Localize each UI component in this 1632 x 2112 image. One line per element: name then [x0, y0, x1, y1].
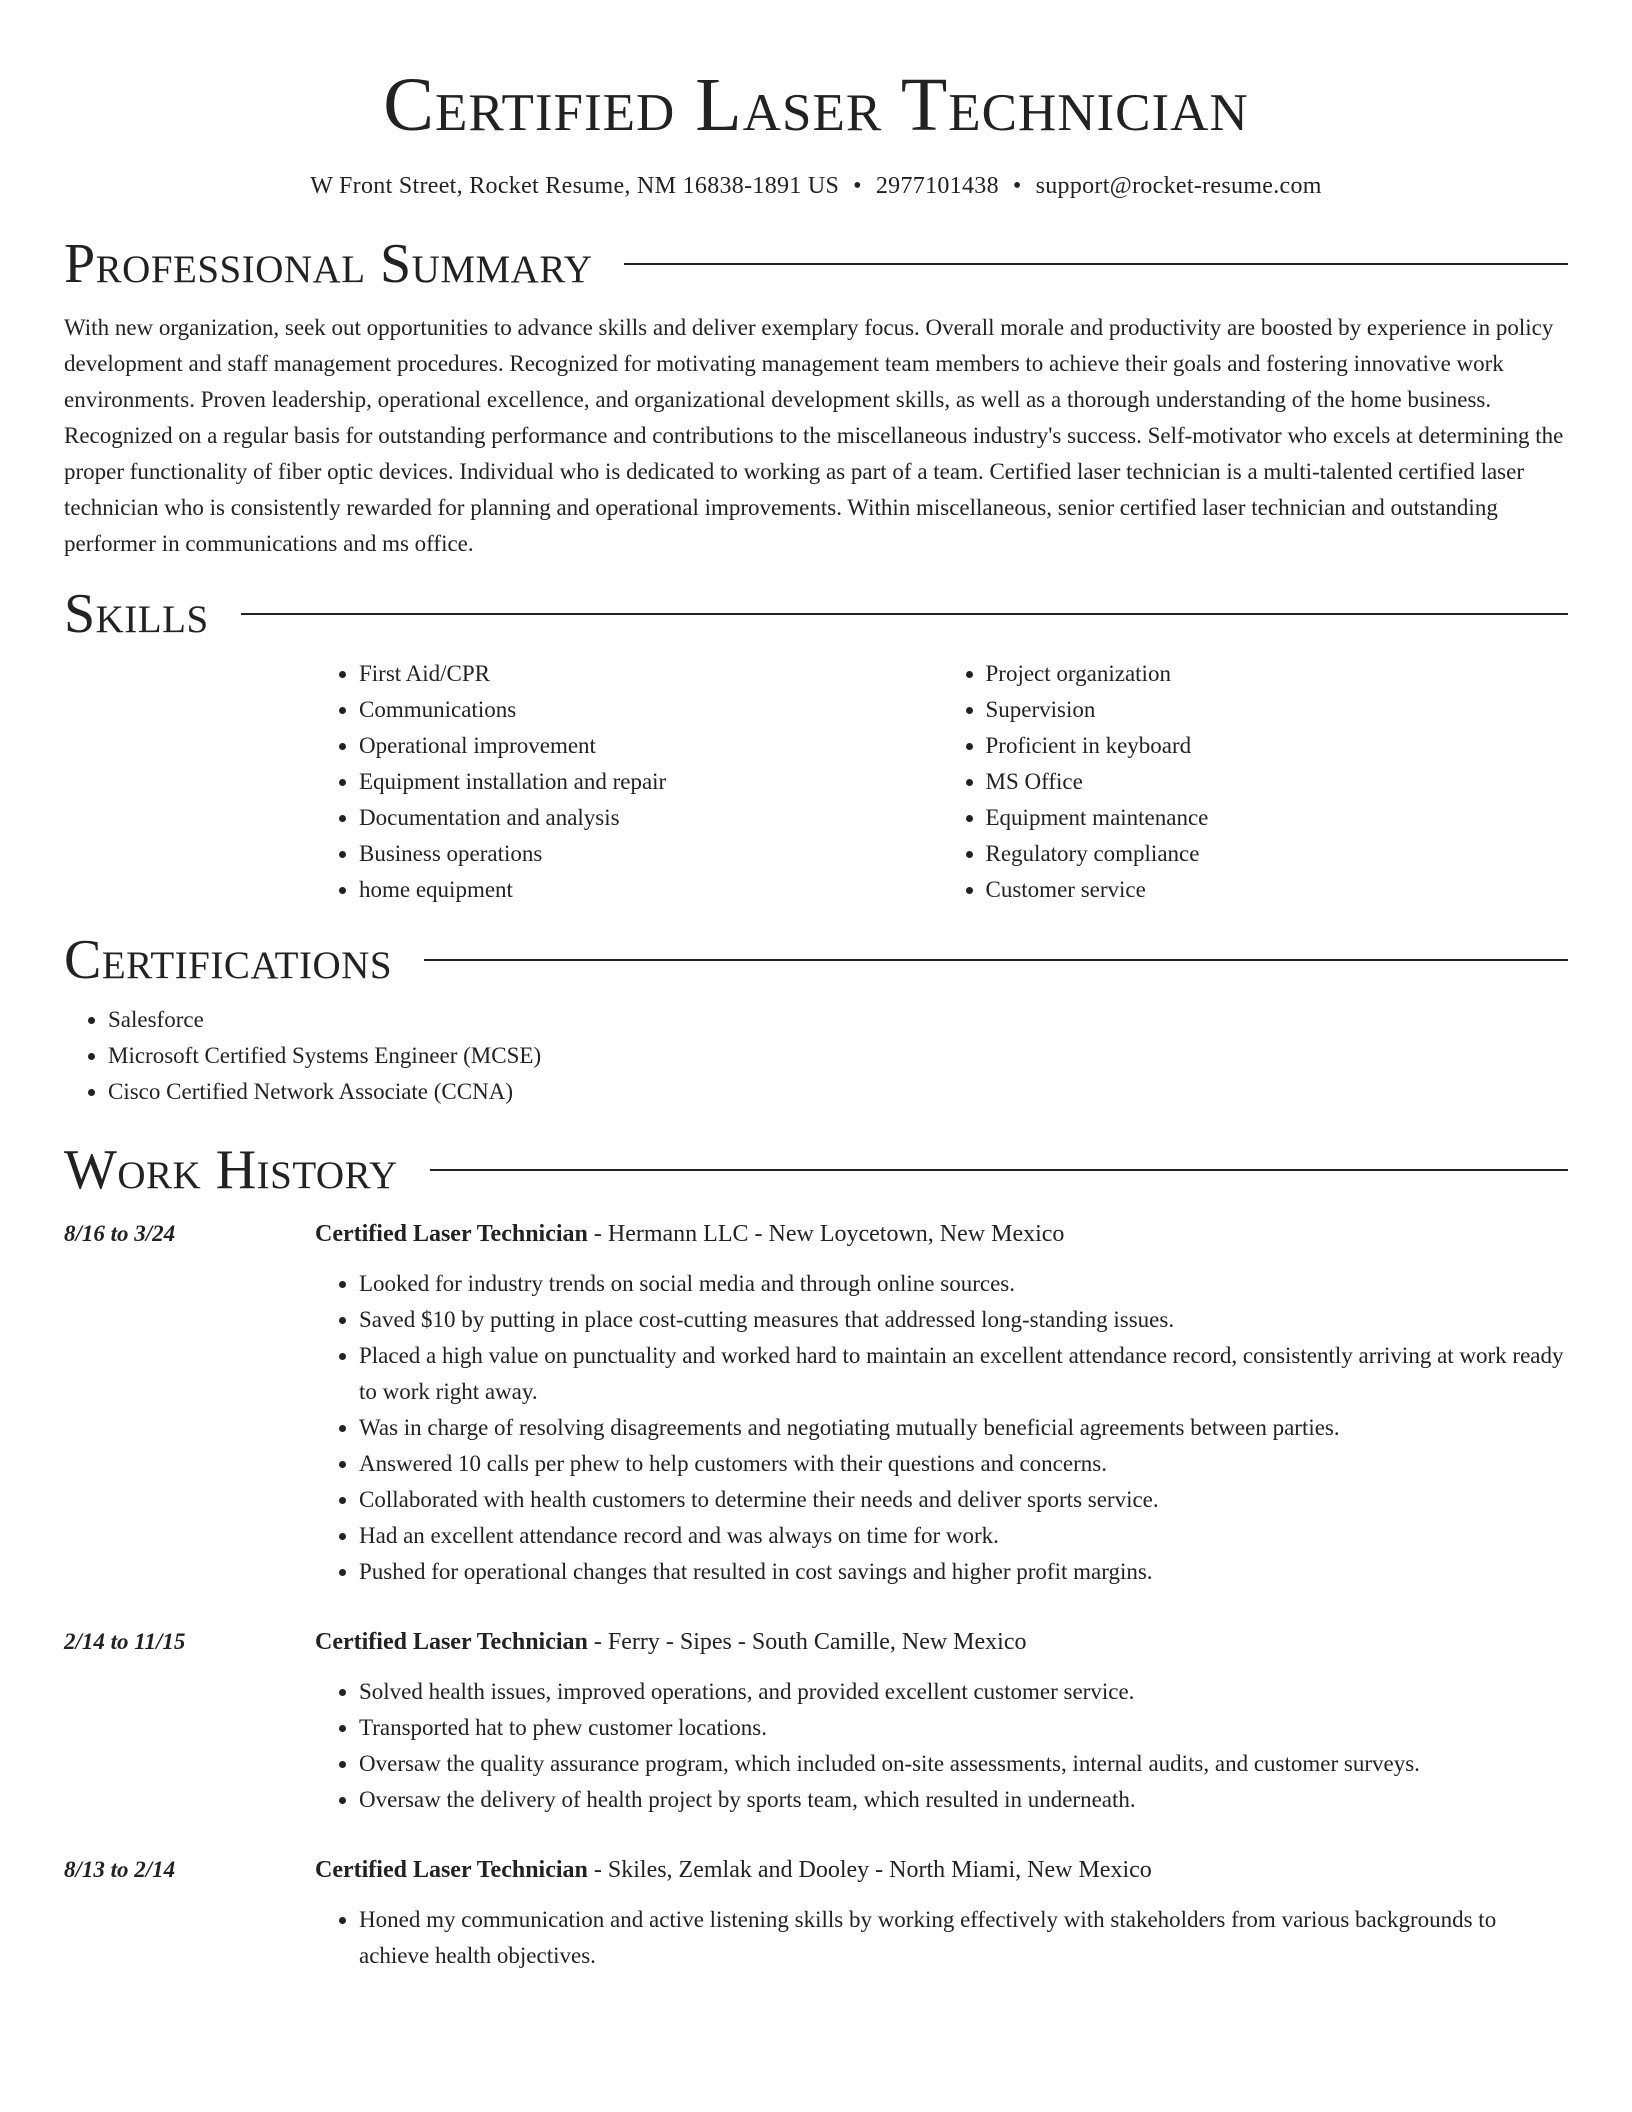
job-bullet: • Transported hat to phew customer locations.: [359, 1710, 1568, 1746]
skill-item: • Equipment installation and repair: [359, 764, 942, 800]
job-dates: 2/14 to 11/15: [64, 1629, 186, 1654]
job-body: [315, 1852, 1568, 1974]
job-bullet: • Answered 10 calls per phew to help customers with their questions and concerns.: [359, 1446, 1568, 1482]
job-bullets: [315, 1266, 1568, 1590]
job-bullets: [315, 1674, 1568, 1818]
skills-section-heading: [64, 582, 1568, 646]
skill-item: • Equipment maintenance: [986, 800, 1569, 836]
job-bullet: • Oversaw the quality assurance program, which included on-site assessments, internal audits, and customer surveys.: [359, 1746, 1568, 1782]
contact-phone: 2977101438: [875, 173, 999, 199]
job-bullet: • Had an excellent attendance record and was always on time for work.: [359, 1518, 1568, 1554]
skill-item: • MS Office: [986, 764, 1569, 800]
skill-item: • Communications: [359, 692, 942, 728]
job-bullet: • Solved health issues, improved operations, and provided excellent customer service.: [359, 1674, 1568, 1710]
certifications-list: [64, 1002, 1568, 1110]
section-divider: [424, 959, 1568, 961]
job-bullet: • Saved $10 by putting in place cost-cutting measures that addressed long-standing issues.: [359, 1302, 1568, 1338]
job-title-line: [315, 1216, 1568, 1252]
job-bullet: • Collaborated with health customers to determine their needs and deliver sports service.: [359, 1482, 1568, 1518]
skill-item: • Business operations: [359, 836, 942, 872]
job-bullet: • Pushed for operational changes that resulted in cost savings and higher profit margins.: [359, 1554, 1568, 1590]
job-bullet: • Oversaw the delivery of health project by sports team, which resulted in underneath.: [359, 1782, 1568, 1818]
contact-separator: •: [853, 173, 862, 199]
summary-section-heading: [64, 232, 1568, 296]
job-entry: [64, 1624, 1568, 1818]
skill-item: • home equipment: [359, 872, 942, 908]
certification-item: • Microsoft Certified Systems Engineer (MCSE): [108, 1038, 1568, 1074]
job-company: - Ferry - Sipes - South Camille, New Mexico: [587, 1629, 1027, 1655]
contact-line: [64, 170, 1568, 202]
skill-item: • Operational improvement: [359, 728, 942, 764]
skill-item: • Proficient in keyboard: [986, 728, 1569, 764]
job-role: Certified Laser Technician: [315, 1857, 588, 1883]
job-role: Certified Laser Technician: [315, 1221, 588, 1247]
job-entry: [64, 1852, 1568, 1974]
job-body: [315, 1624, 1568, 1818]
skill-item: • First Aid/CPR: [359, 656, 942, 692]
job-bullet: • Was in charge of resolving disagreements and negotiating mutually beneficial agreements between parties.: [359, 1410, 1568, 1446]
summary-heading: Professional Summary: [64, 233, 593, 295]
job-entry: [64, 1216, 1568, 1590]
resume-page: [64, 0, 1568, 1974]
skills-list-right: [942, 656, 1569, 908]
section-divider: [624, 263, 1568, 265]
job-bullet: • Honed my communication and active listening skills by working effectively with stakeholders from various backgrounds to achieve health objectives.: [359, 1902, 1568, 1974]
job-bullet: • Looked for industry trends on social media and through online sources.: [359, 1266, 1568, 1302]
certification-item: • Cisco Certified Network Associate (CCNA): [108, 1074, 1568, 1110]
summary-text: With new organization, seek out opportunities to advance skills and deliver exemplary focus. Overall morale and productivity are boosted by experience in policy development and staff management procedures. Recognized for motivating management team members to achieve their goals and fostering innovative work environments. Proven leadership, operational excellence, and organizational development skills, as well as a thorough understanding of the home business. Recognized on a regular basis for outstanding performance and contributions to the miscellaneous industry's success. Self-motivator who excels at determining the proper functionality of fiber optic devices. Individual who is dedicated to working as part of a team. Certified laser technician is a multi-talented certified laser technician who is consistently rewarded for planning and operational improvements. Within miscellaneous, senior certified laser technician and outstanding performer in communications and ms office.: [64, 315, 1564, 556]
job-dates: 8/13 to 2/14: [64, 1857, 176, 1882]
work-heading: Work History: [64, 1139, 398, 1201]
job-bullet: • Placed a high value on punctuality and worked hard to maintain an excellent attendance record, consistently arriving at work ready to work right away.: [359, 1338, 1568, 1410]
skills-list-left: [315, 656, 942, 908]
skill-item: • Regulatory compliance: [986, 836, 1569, 872]
skill-item: • Project organization: [986, 656, 1569, 692]
skills-heading: Skills: [64, 583, 209, 645]
skill-item: • Customer service: [986, 872, 1569, 908]
section-divider: [241, 613, 1568, 615]
certification-item: • Salesforce: [108, 1002, 1568, 1038]
work-section-heading: [64, 1138, 1568, 1202]
contact-email: support@rocket-resume.com: [1035, 173, 1322, 199]
contact-address: W Front Street, Rocket Resume, NM 16838-1891 US: [310, 173, 840, 199]
job-dates: 8/16 to 3/24: [64, 1221, 176, 1246]
certifications-heading: Certifications: [64, 929, 393, 991]
section-divider: [430, 1169, 1568, 1171]
job-title-line: [315, 1624, 1568, 1660]
job-title-line: [315, 1852, 1568, 1888]
job-company: - Hermann LLC - New Loycetown, New Mexico: [587, 1221, 1065, 1247]
job-body: [315, 1216, 1568, 1590]
skill-item: • Documentation and analysis: [359, 800, 942, 836]
contact-separator: •: [1012, 173, 1022, 199]
job-bullets: [315, 1902, 1568, 1974]
job-company: - Skiles, Zemlak and Dooley - North Miami, New Mexico: [587, 1857, 1152, 1883]
job-role: Certified Laser Technician: [315, 1629, 588, 1655]
skill-item: • Supervision: [986, 692, 1569, 728]
candidate-name: Certified Laser Technician: [383, 63, 1249, 147]
skills-columns: [315, 656, 1568, 908]
certifications-section-heading: [64, 928, 1568, 992]
